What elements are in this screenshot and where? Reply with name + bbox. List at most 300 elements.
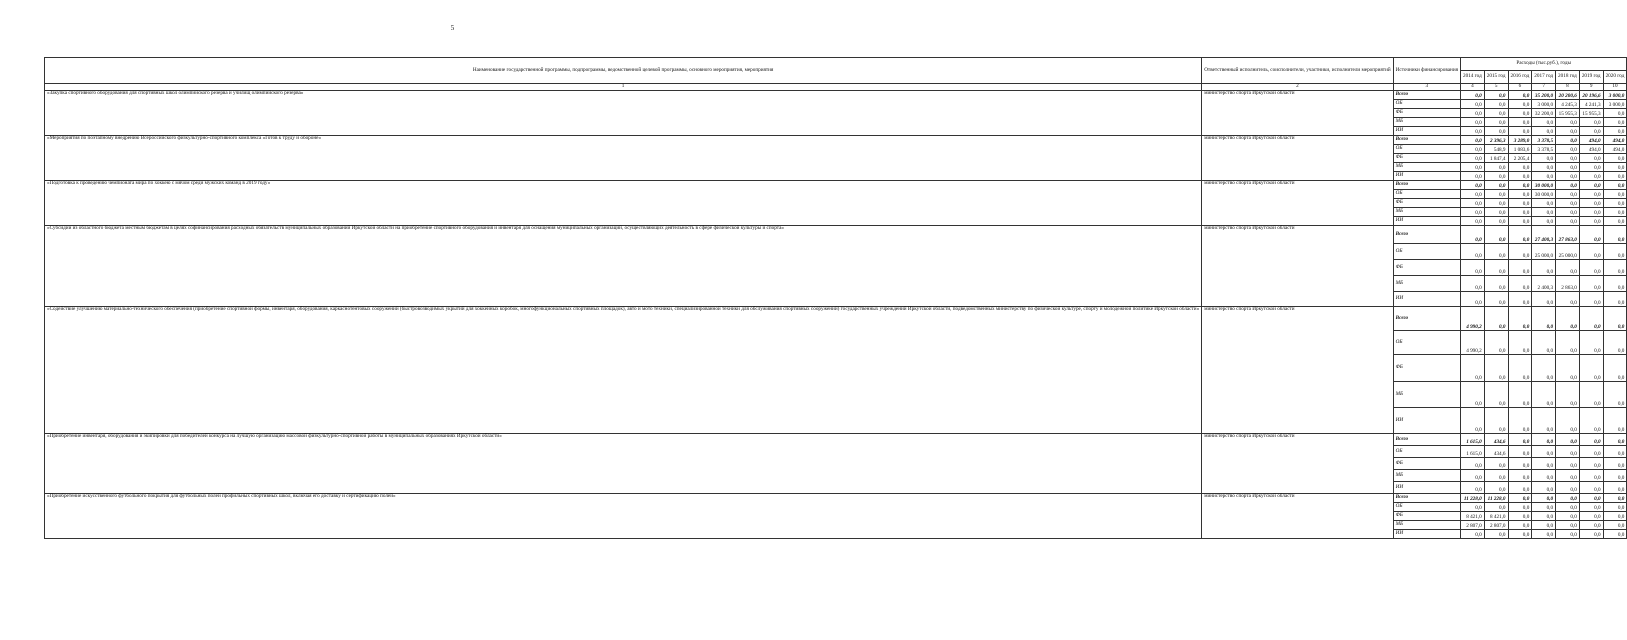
expense-value: 0,0 bbox=[1603, 458, 1627, 470]
expense-value: 0,0 bbox=[1532, 434, 1556, 446]
expense-value: 0,0 bbox=[1484, 226, 1508, 244]
expense-value: 0,0 bbox=[1579, 355, 1603, 382]
expense-value: 0,0 bbox=[1579, 208, 1603, 217]
funding-source: ОБ bbox=[1393, 503, 1460, 512]
funding-source: ИИ bbox=[1393, 217, 1460, 226]
expense-value: 0,0 bbox=[1579, 458, 1603, 470]
expense-value: 0,0 bbox=[1508, 458, 1532, 470]
expense-value: 8 421,0 bbox=[1460, 512, 1484, 521]
expense-value: 27 400,3 bbox=[1532, 226, 1556, 244]
expense-value: 0,0 bbox=[1579, 494, 1603, 503]
expense-value: 1 847,4 bbox=[1484, 154, 1508, 163]
expense-value: 0,0 bbox=[1508, 91, 1532, 100]
expense-value: 0,0 bbox=[1508, 208, 1532, 217]
event-name: «Приобретение искусственного футбольного покрытия для футбольных полей профильных спортивных школ, включая его доставку и сертификацию полей» bbox=[45, 494, 1202, 539]
expense-value: 0,0 bbox=[1508, 100, 1532, 109]
expense-value: 0,0 bbox=[1484, 181, 1508, 190]
expense-value: 0,0 bbox=[1532, 118, 1556, 127]
expense-value: 0,0 bbox=[1579, 382, 1603, 408]
year-header: 2018 год bbox=[1556, 71, 1580, 84]
funding-source: Всего bbox=[1393, 494, 1460, 503]
event-executor: министерство спорта Иркутской области bbox=[1202, 226, 1393, 307]
expense-value: 0,0 bbox=[1508, 331, 1532, 355]
funding-source: ФБ bbox=[1393, 109, 1460, 118]
funding-source: ФБ bbox=[1393, 154, 1460, 163]
table-row bbox=[45, 307, 1627, 331]
expense-value: 0,0 bbox=[1508, 494, 1532, 503]
expense-value: 8 421,0 bbox=[1484, 512, 1508, 521]
expense-value: 0,0 bbox=[1508, 503, 1532, 512]
expense-value: 0,0 bbox=[1460, 199, 1484, 208]
expense-value: 0,0 bbox=[1532, 470, 1556, 482]
expense-value: 0,0 bbox=[1603, 503, 1627, 512]
expense-value: 0,0 bbox=[1603, 292, 1627, 307]
expense-value: 0,0 bbox=[1532, 127, 1556, 136]
expense-value: 0,0 bbox=[1532, 530, 1556, 539]
column-number: 8 bbox=[1556, 84, 1580, 91]
expense-value: 0,0 bbox=[1460, 136, 1484, 145]
event-name: «Закупка спортивного оборудования для спортивных школ олимпийского резерва и училищ олимпийского резерва» bbox=[45, 91, 1202, 136]
expense-value: 0,0 bbox=[1603, 118, 1627, 127]
expense-value: 0,0 bbox=[1579, 446, 1603, 458]
expense-value: 0,0 bbox=[1532, 482, 1556, 494]
expense-value: 0,0 bbox=[1579, 127, 1603, 136]
funding-source: Всего bbox=[1393, 307, 1460, 331]
expense-value: 0,0 bbox=[1484, 307, 1508, 331]
expense-value: 0,0 bbox=[1484, 118, 1508, 127]
funding-source: ОБ bbox=[1393, 446, 1460, 458]
funding-source: ОБ bbox=[1393, 145, 1460, 154]
expense-value: 0,0 bbox=[1603, 226, 1627, 244]
expense-value: 0,0 bbox=[1532, 512, 1556, 521]
expense-value: 0,0 bbox=[1579, 181, 1603, 190]
expense-value: 434,6 bbox=[1484, 446, 1508, 458]
expense-value: 0,0 bbox=[1460, 217, 1484, 226]
expense-value: 548,9 bbox=[1484, 145, 1508, 154]
expense-value: 0,0 bbox=[1556, 208, 1580, 217]
expense-value: 0,0 bbox=[1460, 408, 1484, 434]
expense-value: 4 245,3 bbox=[1556, 100, 1580, 109]
event-name: «Содействие улучшению материально-технического обеспечения (приобретение спортивной формы, инвентаря, оборудования, каркаснотентовых сооружений (быстровозводимых укрытий для хоккейных коробок, многофункциональных спортивных площадок), авто и мото техники, специализированной техники для обслуживания спортивных сооружений) государственных учреждений Иркутской области, подведомственных министерству по физической культуре, спорту и молодежной политике Иркутской области» bbox=[45, 307, 1202, 434]
expense-value: 2 807,0 bbox=[1484, 521, 1508, 530]
funding-source: Всего bbox=[1393, 91, 1460, 100]
expense-value: 0,0 bbox=[1484, 470, 1508, 482]
expense-value: 0,0 bbox=[1460, 382, 1484, 408]
expense-value: 0,0 bbox=[1556, 470, 1580, 482]
expense-value: 0,0 bbox=[1579, 307, 1603, 331]
expense-value: 3 000,0 bbox=[1603, 100, 1627, 109]
expense-value: 30 000,0 bbox=[1532, 190, 1556, 199]
expense-value: 0,0 bbox=[1532, 355, 1556, 382]
expense-value: 0,0 bbox=[1508, 434, 1532, 446]
expense-value: 0,0 bbox=[1508, 446, 1532, 458]
expense-value: 0,0 bbox=[1603, 494, 1627, 503]
expense-value: 0,0 bbox=[1556, 530, 1580, 539]
expense-value: 0,0 bbox=[1460, 226, 1484, 244]
expense-value: 0,0 bbox=[1460, 292, 1484, 307]
expense-value: 2 396,3 bbox=[1484, 136, 1508, 145]
expense-value: 0,0 bbox=[1460, 181, 1484, 190]
event-name: «Подготовка к проведению чемпионата мира по хоккею с мячом среди мужских команд в 2019 году» bbox=[45, 181, 1202, 226]
expense-value: 0,0 bbox=[1460, 154, 1484, 163]
expense-value: 0,0 bbox=[1484, 91, 1508, 100]
expense-value: 0,0 bbox=[1556, 127, 1580, 136]
expense-value: 0,0 bbox=[1556, 458, 1580, 470]
expense-value: 0,0 bbox=[1484, 260, 1508, 276]
expense-value: 4 241,3 bbox=[1579, 100, 1603, 109]
expense-value: 0,0 bbox=[1508, 217, 1532, 226]
table-row bbox=[45, 494, 1627, 503]
expense-value: 4 990,2 bbox=[1460, 307, 1484, 331]
expense-value: 0,0 bbox=[1460, 458, 1484, 470]
expense-value: 0,0 bbox=[1484, 199, 1508, 208]
table-row bbox=[45, 434, 1627, 446]
expense-value: 0,0 bbox=[1532, 494, 1556, 503]
column-number: 10 bbox=[1603, 84, 1627, 91]
expense-value: 0,0 bbox=[1603, 244, 1627, 260]
expense-value: 0,0 bbox=[1556, 145, 1580, 154]
expense-value: 0,0 bbox=[1484, 482, 1508, 494]
expense-value: 0,0 bbox=[1508, 512, 1532, 521]
expense-value: 11 228,0 bbox=[1484, 494, 1508, 503]
expense-value: 0,0 bbox=[1556, 408, 1580, 434]
expense-value: 0,0 bbox=[1579, 292, 1603, 307]
expense-value: 0,0 bbox=[1603, 470, 1627, 482]
expense-value: 0,0 bbox=[1460, 172, 1484, 181]
expense-value: 0,0 bbox=[1508, 109, 1532, 118]
column-number: 1 bbox=[45, 84, 1202, 91]
expense-value: 0,0 bbox=[1484, 530, 1508, 539]
expense-value: 0,0 bbox=[1484, 276, 1508, 292]
expense-value: 0,0 bbox=[1556, 512, 1580, 521]
expense-value: 0,0 bbox=[1460, 208, 1484, 217]
expense-value: 0,0 bbox=[1556, 494, 1580, 503]
year-header: 2019 год bbox=[1579, 71, 1603, 84]
expense-value: 0,0 bbox=[1603, 434, 1627, 446]
expense-value: 0,0 bbox=[1532, 208, 1556, 217]
table-row bbox=[45, 226, 1627, 244]
expense-value: 0,0 bbox=[1460, 109, 1484, 118]
header-executor: Ответственный исполнитель, соисполнители, участники, исполнители мероприятий bbox=[1202, 58, 1393, 84]
expense-value: 0,0 bbox=[1579, 470, 1603, 482]
expense-value: 0,0 bbox=[1579, 521, 1603, 530]
expense-value: 0,0 bbox=[1603, 208, 1627, 217]
expense-value: 3 378,5 bbox=[1532, 136, 1556, 145]
expense-value: 0,0 bbox=[1484, 331, 1508, 355]
expense-value: 0,0 bbox=[1556, 181, 1580, 190]
table-row bbox=[45, 136, 1627, 145]
year-header: 2017 год bbox=[1532, 71, 1556, 84]
expense-value: 0,0 bbox=[1508, 382, 1532, 408]
expense-value: 0,0 bbox=[1579, 172, 1603, 181]
funding-source: МБ bbox=[1393, 521, 1460, 530]
expense-value: 494,0 bbox=[1579, 145, 1603, 154]
funding-source: ИИ bbox=[1393, 172, 1460, 181]
funding-source: Всего bbox=[1393, 226, 1460, 244]
expense-value: 0,0 bbox=[1508, 244, 1532, 260]
expense-value: 3 000,0 bbox=[1603, 91, 1627, 100]
expense-value: 3 289,0 bbox=[1508, 136, 1532, 145]
funding-source: МБ bbox=[1393, 276, 1460, 292]
funding-source: ФБ bbox=[1393, 512, 1460, 521]
expense-value: 0,0 bbox=[1603, 181, 1627, 190]
expense-value: 0,0 bbox=[1508, 172, 1532, 181]
year-header: 2016 год bbox=[1508, 71, 1532, 84]
expense-value: 0,0 bbox=[1556, 446, 1580, 458]
expense-value: 0,0 bbox=[1508, 307, 1532, 331]
funding-source: МБ bbox=[1393, 208, 1460, 217]
funding-source: МБ bbox=[1393, 118, 1460, 127]
header-row bbox=[45, 58, 1627, 71]
expense-value: 0,0 bbox=[1603, 172, 1627, 181]
expense-value: 35 200,0 bbox=[1532, 91, 1556, 100]
expense-value: 0,0 bbox=[1556, 382, 1580, 408]
column-number: 2 bbox=[1202, 84, 1393, 91]
table-row bbox=[45, 91, 1627, 100]
expense-value: 0,0 bbox=[1579, 217, 1603, 226]
header-name: Наименование государственной программы, подпрограммы, ведомственной целевой программы, основного мероприятия, мероприятия bbox=[45, 58, 1202, 84]
expense-value: 0,0 bbox=[1532, 382, 1556, 408]
expense-value: 3 000,0 bbox=[1532, 100, 1556, 109]
expense-value: 0,0 bbox=[1556, 163, 1580, 172]
expense-value: 0,0 bbox=[1460, 530, 1484, 539]
header-source: Источники финансирования bbox=[1393, 58, 1460, 84]
funding-source: ФБ bbox=[1393, 355, 1460, 382]
event-executor: министерство спорта Иркутской области bbox=[1202, 91, 1393, 136]
expense-value: 0,0 bbox=[1484, 408, 1508, 434]
expense-value: 0,0 bbox=[1579, 331, 1603, 355]
expense-value: 0,0 bbox=[1603, 109, 1627, 118]
expense-value: 0,0 bbox=[1532, 163, 1556, 172]
column-number: 7 bbox=[1532, 84, 1556, 91]
expense-value: 0,0 bbox=[1532, 408, 1556, 434]
expense-value: 0,0 bbox=[1603, 382, 1627, 408]
expense-value: 0,0 bbox=[1556, 172, 1580, 181]
expense-value: 0,0 bbox=[1508, 276, 1532, 292]
expense-value: 2 400,3 bbox=[1532, 276, 1556, 292]
funding-source: Всего bbox=[1393, 434, 1460, 446]
expense-value: 0,0 bbox=[1603, 408, 1627, 434]
expense-value: 494,0 bbox=[1603, 136, 1627, 145]
expense-value: 30 000,0 bbox=[1532, 181, 1556, 190]
funding-source: ФБ bbox=[1393, 260, 1460, 276]
column-number: 5 bbox=[1484, 84, 1508, 91]
expense-value: 0,0 bbox=[1603, 217, 1627, 226]
expense-value: 0,0 bbox=[1532, 172, 1556, 181]
expense-value: 0,0 bbox=[1579, 163, 1603, 172]
expense-value: 0,0 bbox=[1460, 276, 1484, 292]
funding-source: МБ bbox=[1393, 163, 1460, 172]
expense-value: 20 200,6 bbox=[1556, 91, 1580, 100]
expense-value: 0,0 bbox=[1556, 292, 1580, 307]
expense-value: 0,0 bbox=[1603, 530, 1627, 539]
funding-source: ФБ bbox=[1393, 458, 1460, 470]
expense-value: 0,0 bbox=[1579, 226, 1603, 244]
expense-value: 0,0 bbox=[1484, 100, 1508, 109]
expense-value: 0,0 bbox=[1579, 260, 1603, 276]
expense-value: 0,0 bbox=[1579, 199, 1603, 208]
expense-value: 0,0 bbox=[1484, 244, 1508, 260]
page-number: 5 bbox=[450, 24, 455, 32]
expense-value: 0,0 bbox=[1603, 521, 1627, 530]
funding-source: МБ bbox=[1393, 470, 1460, 482]
funding-source: ИИ bbox=[1393, 292, 1460, 307]
event-name: «Субсидии из областного бюджета местным бюджетам в целях софинансирования расходных обязательств муниципальных образований Иркутской области на приобретение спортивного оборудования и инвентаря для оснащения муниципальных организаций, осуществляющих деятельность в сфере физической культуры и спорта» bbox=[45, 226, 1202, 307]
expense-value: 0,0 bbox=[1532, 199, 1556, 208]
expense-value: 15 955,3 bbox=[1579, 109, 1603, 118]
expense-value: 0,0 bbox=[1579, 434, 1603, 446]
expense-value: 0,0 bbox=[1508, 482, 1532, 494]
expense-value: 0,0 bbox=[1508, 199, 1532, 208]
expense-value: 0,0 bbox=[1556, 482, 1580, 494]
expense-value: 0,0 bbox=[1460, 470, 1484, 482]
expense-value: 0,0 bbox=[1579, 118, 1603, 127]
expense-value: 0,0 bbox=[1556, 154, 1580, 163]
expense-value: 0,0 bbox=[1460, 91, 1484, 100]
expense-value: 0,0 bbox=[1508, 118, 1532, 127]
expense-value: 0,0 bbox=[1460, 190, 1484, 199]
expense-value: 0,0 bbox=[1579, 154, 1603, 163]
expense-value: 0,0 bbox=[1532, 260, 1556, 276]
expense-value: 0,0 bbox=[1532, 446, 1556, 458]
expense-value: 0,0 bbox=[1460, 482, 1484, 494]
expense-value: 0,0 bbox=[1484, 109, 1508, 118]
expense-value: 0,0 bbox=[1484, 382, 1508, 408]
expenses-table bbox=[44, 57, 1627, 539]
funding-source: Всего bbox=[1393, 181, 1460, 190]
expense-value: 0,0 bbox=[1603, 190, 1627, 199]
expense-value: 2 807,0 bbox=[1460, 521, 1484, 530]
expense-value: 0,0 bbox=[1556, 521, 1580, 530]
expense-value: 25 000,0 bbox=[1532, 244, 1556, 260]
expense-value: 0,0 bbox=[1508, 470, 1532, 482]
expense-value: 2 205,4 bbox=[1508, 154, 1532, 163]
expense-value: 11 228,0 bbox=[1460, 494, 1484, 503]
expense-value: 0,0 bbox=[1484, 127, 1508, 136]
funding-source: ИИ bbox=[1393, 482, 1460, 494]
funding-source: ИИ bbox=[1393, 127, 1460, 136]
expense-value: 0,0 bbox=[1556, 190, 1580, 199]
event-name: «Мероприятия по поэтапному внедрению Всероссийского физкультурно-спортивного комплекса «Готов к труду и обороне» bbox=[45, 136, 1202, 181]
event-executor: министерство спорта Иркутской области bbox=[1202, 307, 1393, 434]
column-number: 3 bbox=[1393, 84, 1460, 91]
expense-value: 0,0 bbox=[1484, 458, 1508, 470]
expense-value: 25 000,0 bbox=[1556, 244, 1580, 260]
year-header: 2014 год bbox=[1460, 71, 1484, 84]
expense-value: 0,0 bbox=[1508, 181, 1532, 190]
expense-value: 494,0 bbox=[1603, 145, 1627, 154]
expense-value: 0,0 bbox=[1508, 127, 1532, 136]
expense-value: 0,0 bbox=[1484, 292, 1508, 307]
event-executor: министерство спорта Иркутской области bbox=[1202, 181, 1393, 226]
expense-value: 0,0 bbox=[1460, 100, 1484, 109]
expense-value: 0,0 bbox=[1508, 355, 1532, 382]
expense-value: 0,0 bbox=[1603, 276, 1627, 292]
expense-value: 434,6 bbox=[1484, 434, 1508, 446]
expense-value: 0,0 bbox=[1603, 446, 1627, 458]
expense-value: 1 615,0 bbox=[1460, 446, 1484, 458]
expense-value: 0,0 bbox=[1484, 172, 1508, 181]
expense-value: 0,0 bbox=[1508, 521, 1532, 530]
expense-value: 0,0 bbox=[1603, 355, 1627, 382]
expense-value: 0,0 bbox=[1484, 163, 1508, 172]
funding-source: ОБ bbox=[1393, 190, 1460, 199]
expense-value: 0,0 bbox=[1579, 482, 1603, 494]
expense-value: 0,0 bbox=[1603, 482, 1627, 494]
funding-source: ИИ bbox=[1393, 530, 1460, 539]
expense-value: 0,0 bbox=[1460, 503, 1484, 512]
year-header: 2015 год bbox=[1484, 71, 1508, 84]
expense-value: 0,0 bbox=[1484, 190, 1508, 199]
table-body bbox=[45, 91, 1627, 539]
expense-value: 0,0 bbox=[1556, 136, 1580, 145]
column-number: 4 bbox=[1460, 84, 1484, 91]
expense-value: 0,0 bbox=[1556, 307, 1580, 331]
event-name: «Приобретение инвентаря, оборудования и экипировки для победителей конкурса на лучшую организацию массовой физкультурно-спортивной работы в муниципальных образованиях Иркутской области» bbox=[45, 434, 1202, 494]
expense-value: 0,0 bbox=[1508, 260, 1532, 276]
expense-value: 0,0 bbox=[1579, 276, 1603, 292]
funding-source: ИИ bbox=[1393, 408, 1460, 434]
expense-value: 3 378,5 bbox=[1532, 145, 1556, 154]
expense-value: 0,0 bbox=[1508, 408, 1532, 434]
event-executor: министерство спорта Иркутской области bbox=[1202, 494, 1393, 539]
expense-value: 0,0 bbox=[1532, 307, 1556, 331]
funding-source: ОБ bbox=[1393, 331, 1460, 355]
expense-value: 0,0 bbox=[1579, 408, 1603, 434]
expense-value: 15 955,3 bbox=[1556, 109, 1580, 118]
expense-value: 0,0 bbox=[1460, 145, 1484, 154]
funding-source: ОБ bbox=[1393, 244, 1460, 260]
expense-value: 0,0 bbox=[1556, 217, 1580, 226]
expense-value: 0,0 bbox=[1508, 530, 1532, 539]
expense-value: 0,0 bbox=[1484, 217, 1508, 226]
expense-value: 0,0 bbox=[1603, 163, 1627, 172]
expense-value: 0,0 bbox=[1556, 260, 1580, 276]
expense-value: 0,0 bbox=[1508, 226, 1532, 244]
expense-value: 0,0 bbox=[1579, 530, 1603, 539]
expense-value: 4 990,2 bbox=[1460, 331, 1484, 355]
expense-value: 1 615,0 bbox=[1460, 434, 1484, 446]
column-number: 9 bbox=[1579, 84, 1603, 91]
expense-value: 0,0 bbox=[1460, 127, 1484, 136]
expense-value: 0,0 bbox=[1484, 503, 1508, 512]
expense-value: 0,0 bbox=[1508, 163, 1532, 172]
expense-value: 494,0 bbox=[1579, 136, 1603, 145]
expense-value: 0,0 bbox=[1579, 244, 1603, 260]
expense-value: 0,0 bbox=[1460, 260, 1484, 276]
expense-value: 0,0 bbox=[1603, 260, 1627, 276]
expense-value: 27 863,0 bbox=[1556, 226, 1580, 244]
expense-value: 0,0 bbox=[1579, 190, 1603, 199]
header-expenses: Расходы (тыс.руб.), годы bbox=[1460, 58, 1626, 71]
expense-value: 2 863,0 bbox=[1556, 276, 1580, 292]
expense-value: 0,0 bbox=[1532, 292, 1556, 307]
expense-value: 0,0 bbox=[1508, 292, 1532, 307]
funding-source: ОБ bbox=[1393, 100, 1460, 109]
expense-value: 0,0 bbox=[1460, 163, 1484, 172]
expense-value: 0,0 bbox=[1579, 512, 1603, 521]
expense-value: 0,0 bbox=[1532, 217, 1556, 226]
expense-value: 0,0 bbox=[1603, 127, 1627, 136]
expense-value: 0,0 bbox=[1508, 190, 1532, 199]
event-executor: министерство спорта Иркутской области bbox=[1202, 136, 1393, 181]
expense-value: 0,0 bbox=[1603, 512, 1627, 521]
expense-value: 0,0 bbox=[1556, 199, 1580, 208]
expense-value: 20 196,6 bbox=[1579, 91, 1603, 100]
event-executor: министерство спорта Иркутской области bbox=[1202, 434, 1393, 494]
funding-source: Всего bbox=[1393, 136, 1460, 145]
year-header: 2020 год bbox=[1603, 71, 1627, 84]
